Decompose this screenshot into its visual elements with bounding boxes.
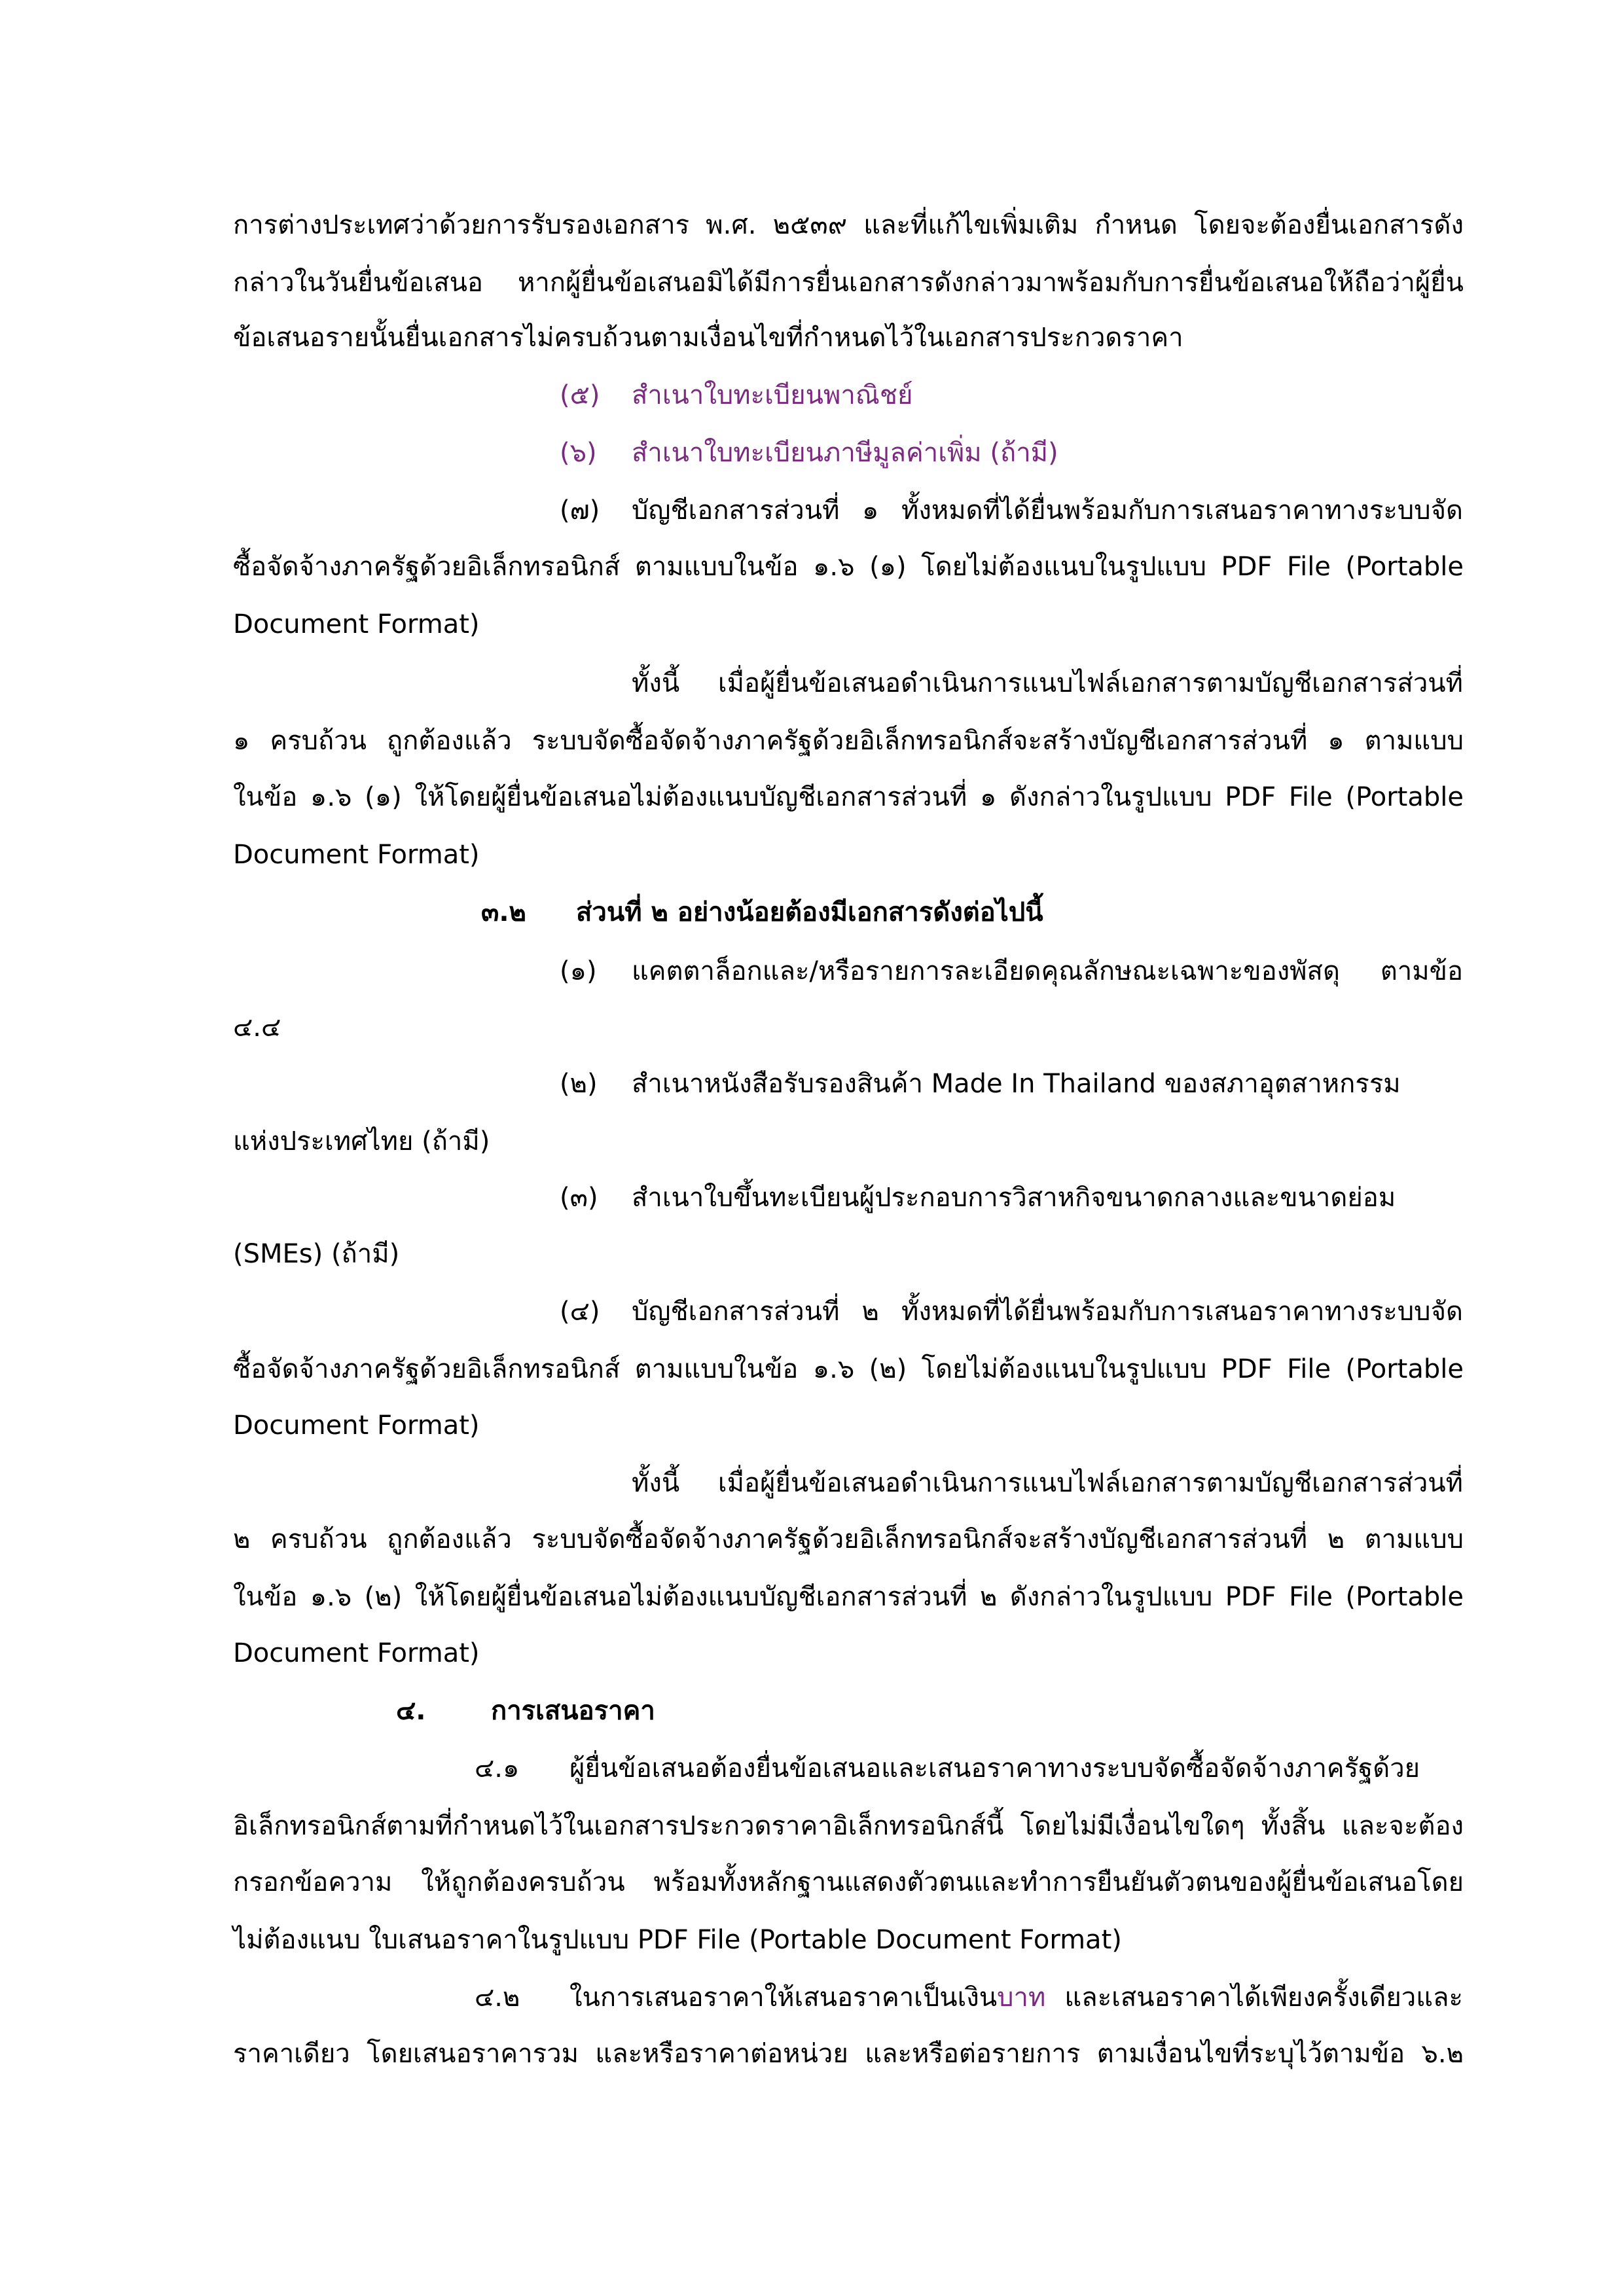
section-4-2-text-pre: ในการเสนอราคาให้เสนอราคาเป็นเงิน (569, 1982, 998, 2013)
intro-line-3: ข้อเสนอรายนั้นยื่นเอกสารไม่ครบถ้วนตามเงื่อนไขที่กำหนดไว้ในเอกสารประกวดราคา (233, 323, 1183, 353)
part2-item-4-line-2: ซื้อจัดจ้างภาครัฐด้วยอิเล็กทรอนิกส์ ตามแบบในข้อ ๑.๖ (๒) โดยไม่ต้องแนบในรูปแบบ PDF File (Portable (233, 1354, 1464, 1384)
part2-item-4-text: บัญชีเอกสารส่วนที่ ๒ ทั้งหมดที่ได้ยื่นพร้อมกับการเสนอราคาทางระบบจัด (632, 1297, 1463, 1327)
section-4-2-currency: บาท (997, 1982, 1046, 2013)
note-1-line-2: ๑ ครบถ้วน ถูกต้องแล้ว ระบบจัดซื้อจัดจ้างภาครัฐด้วยอิเล็กทรอนิกส์จะสร้างบัญชีเอกสารส่วนที่ ๑ ตามแบบ (233, 726, 1464, 756)
note-2-line-1: ทั้งนี้ เมื่อผู้ยื่นข้อเสนอดำเนินการแนบไฟล์เอกสารตามบัญชีเอกสารส่วนที่ (632, 1468, 1463, 1498)
note-1-line-1: ทั้งนี้ เมื่อผู้ยื่นข้อเสนอดำเนินการแนบไฟล์เอกสารตามบัญชีเอกสารส่วนที่ (632, 668, 1463, 698)
item-7-line-3: Document Format) (233, 609, 480, 639)
part2-item-3-number: (๓) (560, 1183, 598, 1213)
part2-item-4-line-1 (560, 1283, 1463, 1340)
section-4-1-number: ๔.๑ (475, 1753, 520, 1784)
part2-item-2-text: สำเนาหนังสือรับรองสินค้า Made In Thailand ของสภาอุตสาหกรรม (632, 1069, 1401, 1099)
part2-item-1-line-2: ๔.๔ (233, 1013, 281, 1043)
item-7-number: (๗) (560, 495, 600, 526)
section-3-2-title: ส่วนที่ ๒ อย่างน้อยต้องมีเอกสารดังต่อไปนี้ (576, 897, 1043, 927)
intro-line-2: กล่าวในวันยื่นข้อเสนอ หากผู้ยื่นข้อเสนอมิได้มีการยื่นเอกสารดังกล่าวมาพร้อมกับการยื่นข้อเสนอให้ถือว่าผู้ยื่น (233, 268, 1464, 298)
section-4-1-line-2: อิเล็กทรอนิกส์ตามที่กำหนดไว้ในเอกสารประกวดราคาอิเล็กทรอนิกส์นี้ โดยไม่มีเงื่อนไขใดๆ ทั้งสิ้น และจะต้อง (233, 1811, 1464, 1841)
note-2-line-3: ในข้อ ๑.๖ (๒) ให้โดยผู้ยื่นข้อเสนอไม่ต้องแนบบัญชีเอกสารส่วนที่ ๒ ดังกล่าวในรูปแบบ PDF File (Portable (233, 1582, 1464, 1612)
item-6-number: (๖) (560, 438, 597, 468)
item-7-line-2: ซื้อจัดจ้างภาครัฐด้วยอิเล็กทรอนิกส์ ตามแบบในข้อ ๑.๖ (๑) โดยไม่ต้องแนบในรูปแบบ PDF File (Portable (233, 552, 1464, 582)
section-4-1-line-1 (475, 1740, 1463, 1797)
item-6 (560, 424, 1463, 482)
part2-item-2-line-2: แห่งประเทศไทย (ถ้ามี) (233, 1126, 490, 1157)
item-7-line-1 (560, 482, 1463, 539)
part2-item-3-line-2: (SMEs) (ถ้ามี) (233, 1239, 400, 1269)
note-1-line-4: Document Format) (233, 840, 480, 870)
section-4-2-line-1 (475, 1969, 1463, 2026)
section-4-2-number: ๔.๒ (475, 1982, 520, 2013)
item-5 (560, 367, 1463, 424)
note-2-line-2: ๒ ครบถ้วน ถูกต้องแล้ว ระบบจัดซื้อจัดจ้างภาครัฐด้วยอิเล็กทรอนิกส์จะสร้างบัญชีเอกสารส่วนที่ ๒ ตามแบบ (233, 1524, 1464, 1554)
section-4-2-line-2: ราคาเดียว โดยเสนอราคารวม และหรือราคาต่อหน่วย และหรือต่อรายการ ตามเงื่อนไขที่ระบุไว้ตามข้อ ๖.๒ (233, 2039, 1464, 2069)
section-4-title: การเสนอราคา (491, 1696, 655, 1726)
section-4-1-text: ผู้ยื่นข้อเสนอต้องยื่นข้อเสนอและเสนอราคาทางระบบจัดซื้อจัดจ้างภาครัฐด้วย (569, 1753, 1420, 1784)
part2-item-4-line-3: Document Format) (233, 1410, 480, 1441)
section-4-number: ๔. (396, 1696, 426, 1726)
section-4-2-text-post: และเสนอราคาได้เพียงครั้งเดียวและ (1045, 1982, 1463, 2013)
item-6-text: สำเนาใบทะเบียนภาษีมูลค่าเพิ่ม (ถ้ามี) (632, 438, 1058, 468)
section-3-2-number: ๓.๒ (481, 897, 526, 927)
item-7-text: บัญชีเอกสารส่วนที่ ๑ ทั้งหมดที่ได้ยื่นพร้อมกับการเสนอราคาทางระบบจัด (632, 495, 1463, 526)
section-4-1-line-3: กรอกข้อความ ให้ถูกต้องครบถ้วน พร้อมทั้งหลักฐานแสดงตัวตนและทำการยืนยันตัวตนของผู้ยื่นข้อเสนอโดย (233, 1867, 1464, 1897)
part2-item-1-line-1 (560, 942, 1463, 1000)
intro-line-1: การต่างประเทศว่าด้วยการรับรองเอกสาร พ.ศ. ๒๕๓๙ และที่แก้ไขเพิ่มเติม กำหนด โดยจะต้องยื่นเอกสารดัง (233, 210, 1464, 240)
section-4-1-line-4: ไม่ต้องแนบ ใบเสนอราคาในรูปแบบ PDF File (Portable Document Format) (233, 1925, 1122, 1955)
section-3-2-heading (481, 884, 1463, 941)
item-5-text: สำเนาใบทะเบียนพาณิชย์ (632, 380, 913, 410)
part2-item-1-number: (๑) (560, 956, 597, 986)
note-1-line-3: ในข้อ ๑.๖ (๑) ให้โดยผู้ยื่นข้อเสนอไม่ต้องแนบบัญชีเอกสารส่วนที่ ๑ ดังกล่าวในรูปแบบ PDF File (Portable (233, 782, 1464, 812)
part2-item-3-text: สำเนาใบขึ้นทะเบียนผู้ประกอบการวิสาหกิจขนาดกลางและขนาดย่อม (632, 1183, 1396, 1213)
note-2-line-4: Document Format) (233, 1638, 480, 1668)
part2-item-4-number: (๔) (560, 1297, 600, 1327)
part2-item-1-text: แคตตาล็อกและ/หรือรายการละเอียดคุณลักษณะเฉพาะของพัสดุ ตามข้อ (632, 956, 1463, 986)
item-5-number: (๕) (560, 380, 600, 410)
section-4-heading (396, 1682, 1463, 1740)
part2-item-3-line-1 (560, 1169, 1463, 1227)
part2-item-2-line-1 (560, 1055, 1463, 1113)
part2-item-2-number: (๒) (560, 1069, 598, 1099)
